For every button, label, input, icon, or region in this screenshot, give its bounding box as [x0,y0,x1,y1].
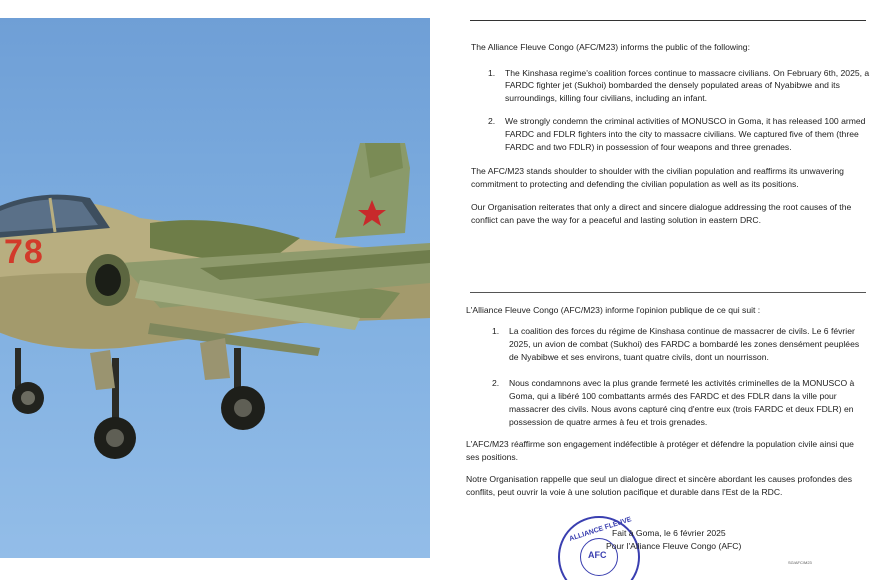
aircraft-number-marking: 78 [4,233,44,271]
english-item1-line2: FARDC fighter jet (Sukhoi) bombarded the densely populated areas of Nyabibwe and its [505,80,840,90]
signature-place-date: Fait à Goma, le 6 février 2025 [612,528,726,538]
english-item2-line2: FARDC and FDLR fighters into the city to massacre civilians. We captured five of them (three [505,129,859,139]
french-para4-line2: conflits, peut ouvrir la voie à une solution pacifique et durable dans l'Est de la RDC. [466,487,783,497]
aircraft-photo [0,18,430,558]
aircraft-illustration [0,18,430,558]
french-item1-line2: 2025, un avion de combat (Sukhoi) des FARDC a bombardé les zones densément peuplées [509,339,860,349]
press-release-document [440,0,870,580]
french-item2-line2: Goma, qui a libéré 100 combattants armés des FARDC et des FDLR dans la ville pour [509,391,837,401]
french-item2-line4: possession de quatre armes à feu et trois grenades. [509,417,708,427]
stamp-text: ALLIANCE FLEUVE [568,516,633,543]
french-para4-line1: Notre Organisation rappelle que seul un dialogue direct et sincère abordant les causes profondes des [466,474,853,484]
english-item2-number: 2. [488,116,496,126]
french-intro: L'Alliance Fleuve Congo (AFC/M23) informe l'opinion publique de ce qui suit : [466,305,761,315]
english-item1-line3: surroundings, killing four civilians, including an infant. [505,93,708,103]
english-item2-line1: We strongly condemn the criminal activities of MONUSCO in Goma, it has released 100 armed [505,116,866,126]
document-reference: SG/AFC/M23 [788,560,812,565]
french-item2-line1: Nous condamnons avec la plus grande fermeté les activités criminelles de la MONUSCO à [509,378,855,388]
english-para4-line2: conflict can pave the way for a peaceful and lasting solution in eastern DRC. [471,215,761,225]
signature-organisation: Pour l'Alliance Fleuve Congo (AFC) [606,541,742,551]
french-item1-line1: La coalition des forces du régime de Kinshasa continue de massacrer de civils. Le 6 février [509,326,855,336]
english-para3-line1: The AFC/M23 stands shoulder to shoulder with the civilian population and reaffirms its unwavering [471,166,844,176]
english-item2-line3: FARDC and two FDLR) in possession of four weapons and three grenades. [505,142,792,152]
english-item1-number: 1. [488,68,496,78]
english-para3-line2: commitment to protecting and defending the civilian population as well as its positions. [471,179,799,189]
english-para4-line1: Our Organisation reiterates that only a direct and sincere dialogue addressing the root causes of the [471,202,852,212]
top-divider [470,20,866,21]
french-item2-number: 2. [492,378,500,388]
english-intro: The Alliance Fleuve Congo (AFC/M23) informs the public of the following: [471,42,750,52]
french-item1-line3: de Nyabibwe et ses environs, tuant quatre civils, dont un nourrisson. [509,352,769,362]
stamp-inner-text: AFC [588,550,607,560]
middle-divider [470,292,866,293]
french-para3-line2: ses positions. [466,452,519,462]
english-item1-line1: The Kinshasa regime's coalition forces continue to massacre civilians. On February 6th, 2025, a [505,68,870,78]
french-para3-line1: L'AFC/M23 réaffirme son engagement indéfectible à protéger et défendre la population civile ainsi que [466,439,854,449]
french-item1-number: 1. [492,326,500,336]
french-item2-line3: massacrer des civils. Nous avons capturé cinq d'entre eux (trois FARDC et deux FDLR) en [509,404,854,414]
